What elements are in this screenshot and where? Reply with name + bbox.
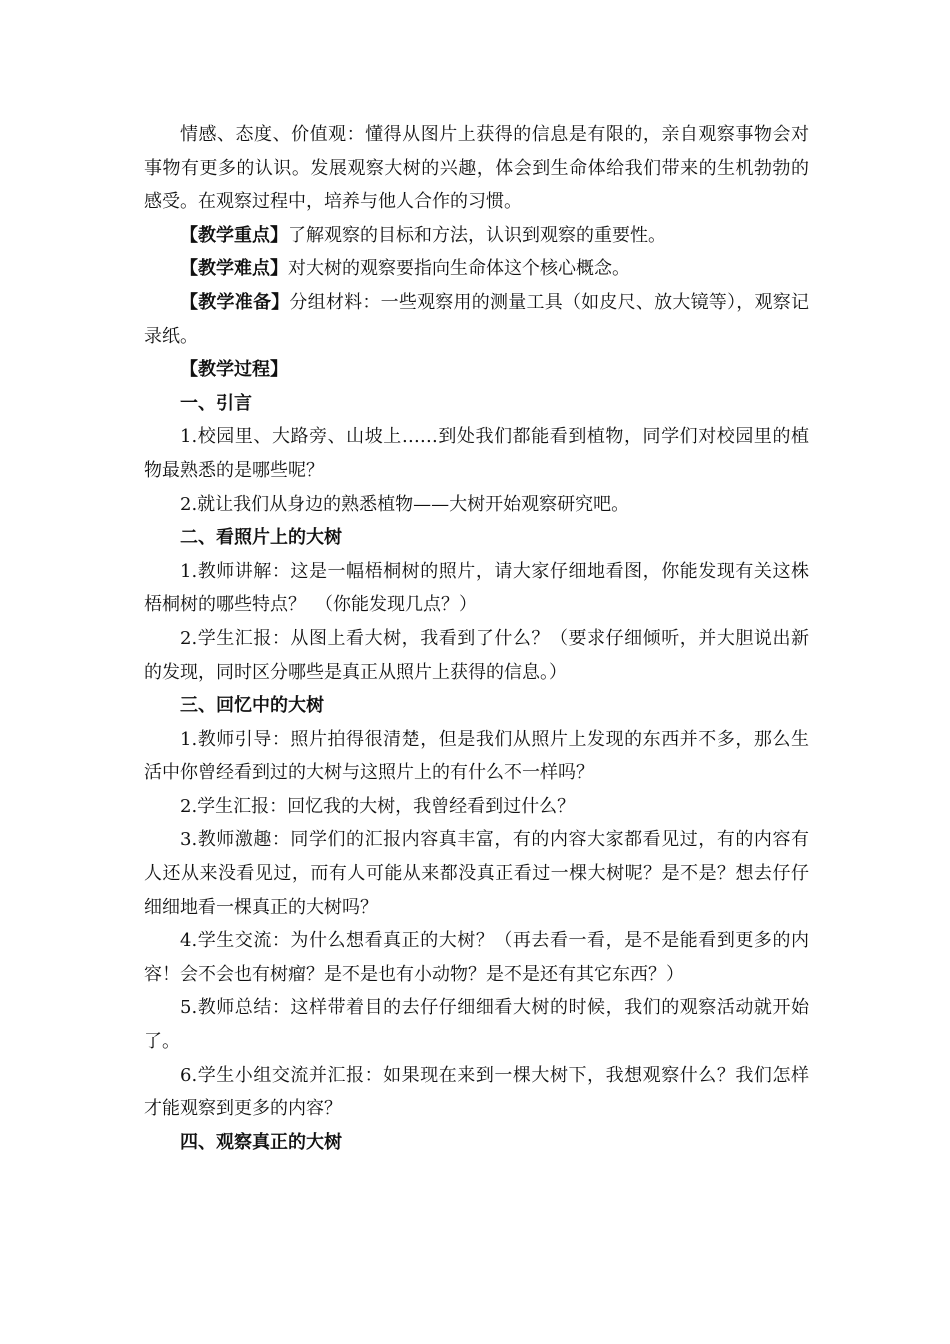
label-difficulties: 【教学难点】 — [180, 258, 288, 280]
list-item: 2.就让我们从身边的熟悉植物——大树开始观察研究吧。 — [180, 493, 630, 515]
list-item: 3.教师激趣：同学们的汇报内容真丰富，有的内容大家都看见过，有的内容有人还从来没看见过，而有人可能从来都没真正看过一棵大树呢？是不是？想去仔仔细细地看一棵真正的大树吗？ — [144, 829, 809, 918]
list-item: 1.教师讲解：这是一幅梧桐树的照片，请大家仔细地看图，你能发现有关这株梧桐树的哪些特点？ （你能发现几点？） — [144, 560, 809, 616]
list-item: 5.教师总结：这样带着目的去仔仔细细看大树的时候，我们的观察活动就开始了。 — [144, 997, 809, 1053]
paragraph-difficulties: 【教学难点】对大树的观察要指向生命体这个核心概念。 — [180, 258, 630, 280]
list-item: 1.教师引导：照片拍得很清楚，但是我们从照片上发现的东西并不多，那么生活中你曾经看到过的大树与这照片上的有什么不一样吗？ — [144, 728, 809, 784]
heading-section-1: 一、引言 — [180, 392, 252, 414]
list-item: 2.学生汇报：回忆我的大树，我曾经看到过什么？ — [180, 795, 576, 817]
heading-section-2: 二、看照片上的大树 — [180, 527, 342, 549]
document-page — [144, 118, 809, 1159]
label-preparation: 【教学准备】 — [180, 291, 290, 313]
list-item: 6.学生小组交流并汇报：如果现在来到一棵大树下，我想观察什么？我们怎样才能观察到更多的内容？ — [144, 1064, 809, 1120]
heading-section-3: 三、回忆中的大树 — [180, 695, 324, 717]
heading-process: 【教学过程】 — [180, 359, 288, 381]
list-item: 4.学生交流：为什么想看真正的大树？（再去看一看，是不是能看到更多的内容！会不会也有树瘤？是不是也有小动物？是不是还有其它东西？） — [144, 930, 809, 985]
paragraph-preparation: 【教学准备】分组材料：一些观察用的测量工具（如皮尺、放大镜等），观察记录纸。 — [144, 291, 810, 347]
label-key-points: 【教学重点】 — [180, 224, 288, 246]
list-item: 1.校园里、大路旁、山坡上……到处我们都能看到植物，同学们对校园里的植物最熟悉的是哪些呢？ — [144, 426, 809, 481]
list-item: 2.学生汇报：从图上看大树，我看到了什么？（要求仔细倾听，并大胆说出新的发现，同时区分哪些是真正从照片上获得的信息。） — [144, 627, 809, 683]
paragraph-key-points: 【教学重点】了解观察的目标和方法，认识到观察的重要性。 — [180, 224, 666, 246]
paragraph-objectives: 情感、态度、价值观：懂得从图片上获得的信息是有限的，亲自观察事物会对事物有更多的认识。发展观察大树的兴趣，体会到生命体给我们带来的生机勃勃的感受。在观察过程中，培养与他人合作的习惯。 — [144, 124, 809, 213]
heading-section-4: 四、观察真正的大树 — [180, 1131, 342, 1153]
